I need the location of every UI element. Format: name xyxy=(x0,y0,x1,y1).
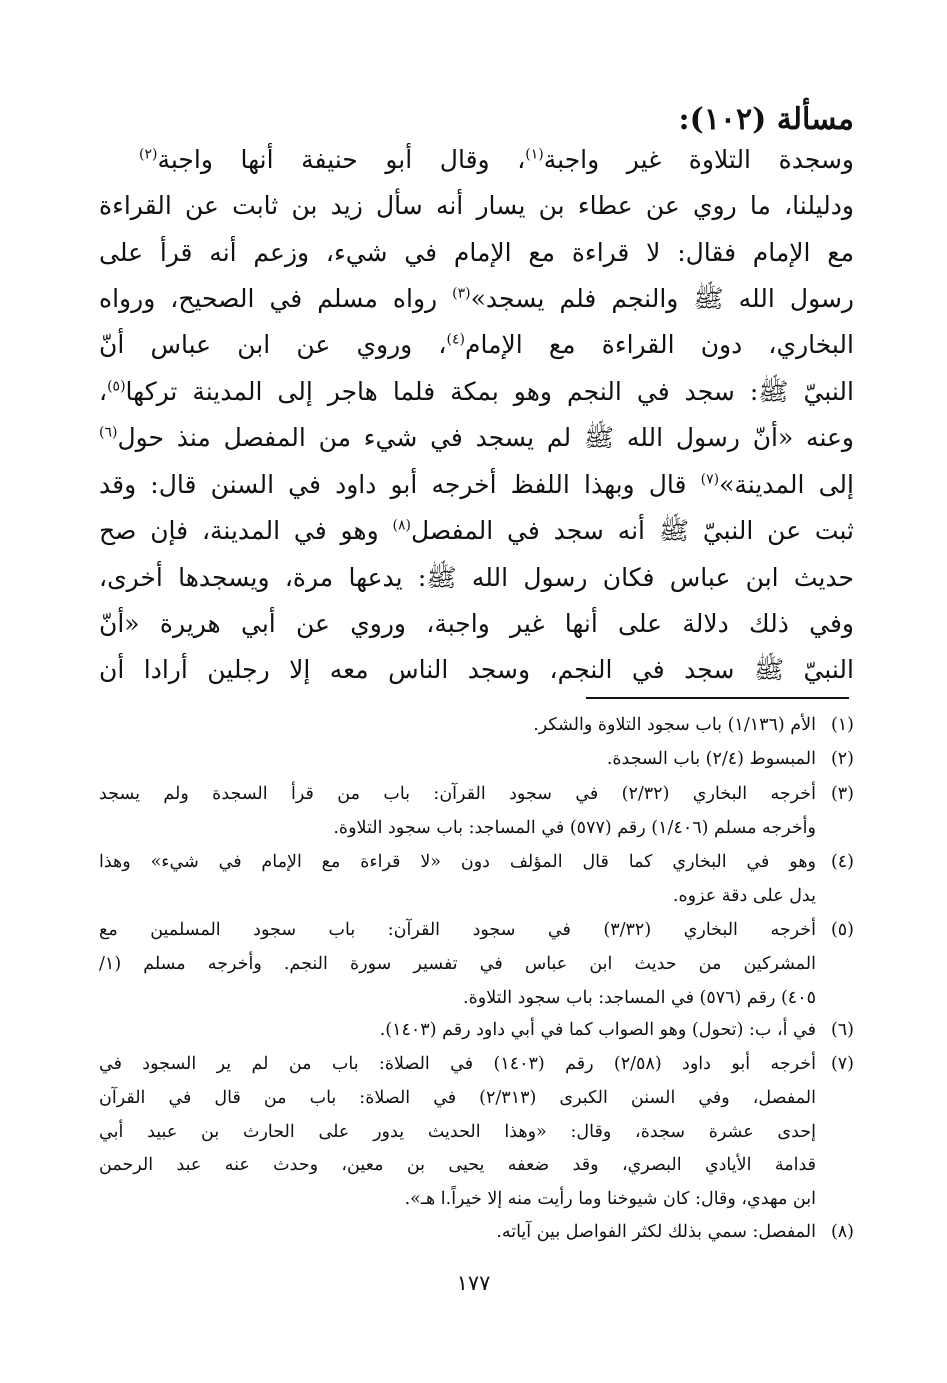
footnote-item xyxy=(99,743,854,777)
footnote-item xyxy=(99,1014,854,1048)
footnote-text-line: ابن مهدي، وقال: كان شيوخنا وما رأيت منه إلا خيراً.ا هـ». xyxy=(404,1189,816,1210)
body-text-run: ثبت عن النبيّ ﷺ أنه سجد في المفصل xyxy=(410,516,854,545)
body-line xyxy=(99,465,854,507)
body-text-run: ، وروي عن ابن عباس أنّ xyxy=(99,330,447,359)
body-text-run: حديث ابن عباس فكان رسول الله ﷺ: يدعها مرة، ويسجدها أخرى، xyxy=(99,563,854,592)
footnote-text-line: أخرجه البخاري (٣/٣٢) في سجود القرآن: باب سجود المسلمين مع xyxy=(99,920,816,940)
body-line xyxy=(99,233,854,275)
footnote-item xyxy=(99,1216,854,1250)
body-text-run: النبيّ ﷺ: سجد في النجم وهو بمكة فلما هاجر إلى المدينة تركها xyxy=(125,377,854,406)
footnote-text-line: المفصل: سمي بذلك لكثر الفواصل بين آياته. xyxy=(496,1222,816,1242)
body-line xyxy=(99,558,854,600)
footnote-reference: (٨) xyxy=(392,517,411,534)
issue-heading: مسألة (١٠٢): xyxy=(678,102,854,137)
body-line xyxy=(99,186,854,228)
page-number: ١٧٧ xyxy=(456,1271,491,1295)
footnote-number: (٧) xyxy=(830,1054,854,1074)
footnote-reference: (٤) xyxy=(446,331,465,348)
body-text-run: إلى المدينة» xyxy=(719,470,854,499)
footnote-number: (٦) xyxy=(830,1020,854,1040)
body-line xyxy=(99,604,854,646)
body-line xyxy=(99,418,854,460)
body-text-run: مع الإمام فقال: لا قراءة مع الإمام في شيء، وزعم أنه قرأ على xyxy=(99,238,854,267)
footnote-text-line: إحدى عشرة سجدة، وقال: «وهذا الحديث يدور على الحارث بن عبيد أبي xyxy=(99,1121,816,1142)
footnote-number: (٤) xyxy=(830,852,854,872)
footnote-text-line: وأخرجه مسلم (١/٤٠٦) رقم (٥٧٧) في المساجد: باب سجود التلاوة. xyxy=(333,817,816,838)
footnote-text-line: المفصل، وفي السنن الكبرى (٢/٣١٣) في الصلاة: باب من قال في القرآن xyxy=(99,1087,816,1108)
body-text-run: ، وقال أبو حنيفة أنها واجبة xyxy=(157,145,526,174)
footnote-reference: (٦) xyxy=(99,424,118,441)
body-text-run: البخاري، دون القراءة مع الإمام xyxy=(464,330,854,359)
body-text-run: رسول الله ﷺ والنجم فلم يسجد» xyxy=(470,284,854,313)
body-text-run: وسجدة التلاوة غير واجبة xyxy=(543,145,854,174)
body-line xyxy=(99,279,854,321)
body-text-run: النبيّ ﷺ سجد في النجم، وسجد الناس معه إلا رجلين أرادا أن xyxy=(99,655,854,684)
footnote-number: (١) xyxy=(830,715,854,735)
footnote-item xyxy=(99,846,854,914)
footnote-text-line: أخرجه أبو داود (٢/٥٨) رقم (١٤٠٣) في الصلاة: باب من لم ير السجود في xyxy=(99,1054,816,1074)
footnote-reference: (١) xyxy=(525,146,544,163)
footnote-number: (٣) xyxy=(830,784,854,804)
footnote-text-line: في أ، ب: (تحول) وهو الصواب كما في أبي داود رقم (١٤٠٣). xyxy=(379,1020,816,1040)
footnote-text-line: يدل على دقة عزوه. xyxy=(672,885,816,906)
body-line xyxy=(99,511,854,553)
body-text-run: ودليلنا، ما روي عن عطاء بن يسار أنه سأل زيد بن ثابت عن القراءة xyxy=(99,191,854,220)
footnote-number: (٨) xyxy=(830,1222,854,1242)
footnote-text-line: المبسوط (٢/٤) باب السجدة. xyxy=(606,749,816,769)
body-text-run: قال وبهذا اللفظ أخرجه أبو داود في السنن قال: وقد xyxy=(99,470,701,499)
footnote-text-line: ٤٠٥) رقم (٥٧٦) في المساجد: باب سجود التلاوة. xyxy=(463,987,816,1008)
footnote-reference: (٢) xyxy=(139,146,158,163)
body-text-run: رواه مسلم في الصحيح، ورواه xyxy=(99,284,453,313)
body-line xyxy=(99,372,854,414)
footnote-text-line: أخرجه البخاري (٢/٣٢) في سجود القرآن: باب من قرأ السجدة ولم يسجد xyxy=(99,784,816,804)
body-text-run: وعنه «أنّ رسول الله ﷺ لم يسجد في شيء من المفصل منذ حول xyxy=(117,423,854,452)
footnote-item xyxy=(99,914,854,1015)
footnote-text-line: الأم (١/١٣٦) باب سجود التلاوة والشكر. xyxy=(533,715,816,735)
footnote-reference: (٥) xyxy=(107,378,126,395)
footnote-text-line: المشركين من حديث ابن عباس في تفسير سورة النجم. وأخرجه مسلم (١/ xyxy=(99,953,816,974)
footnote-number: (٥) xyxy=(830,920,854,940)
body-text-run: ، xyxy=(99,377,108,406)
footnote-number: (٢) xyxy=(830,749,854,769)
footnote-reference: (٣) xyxy=(452,285,471,302)
footnote-item xyxy=(99,1048,854,1217)
body-text-run: وهو في المدينة، فإن صح xyxy=(99,516,393,545)
body-line xyxy=(139,140,854,182)
body-line xyxy=(99,325,854,367)
body-text-run: وفي ذلك دلالة على أنها غير واجبة، وروي عن أبي هريرة «أنّ xyxy=(99,609,854,638)
footnote-item xyxy=(99,778,854,846)
footnote-reference: (٧) xyxy=(700,471,720,488)
footnote-text-line: وهو في البخاري كما قال المؤلف دون «لا قراءة مع الإمام في شيء» وهذا xyxy=(99,852,816,872)
footnote-divider xyxy=(586,697,849,699)
footnote-text-line: قدامة الأيادي البصري، وقد ضعفه يحيى بن معين، وحدث عنه عبد الرحمن xyxy=(99,1155,816,1176)
footnote-item xyxy=(99,709,854,743)
body-line xyxy=(99,650,854,692)
